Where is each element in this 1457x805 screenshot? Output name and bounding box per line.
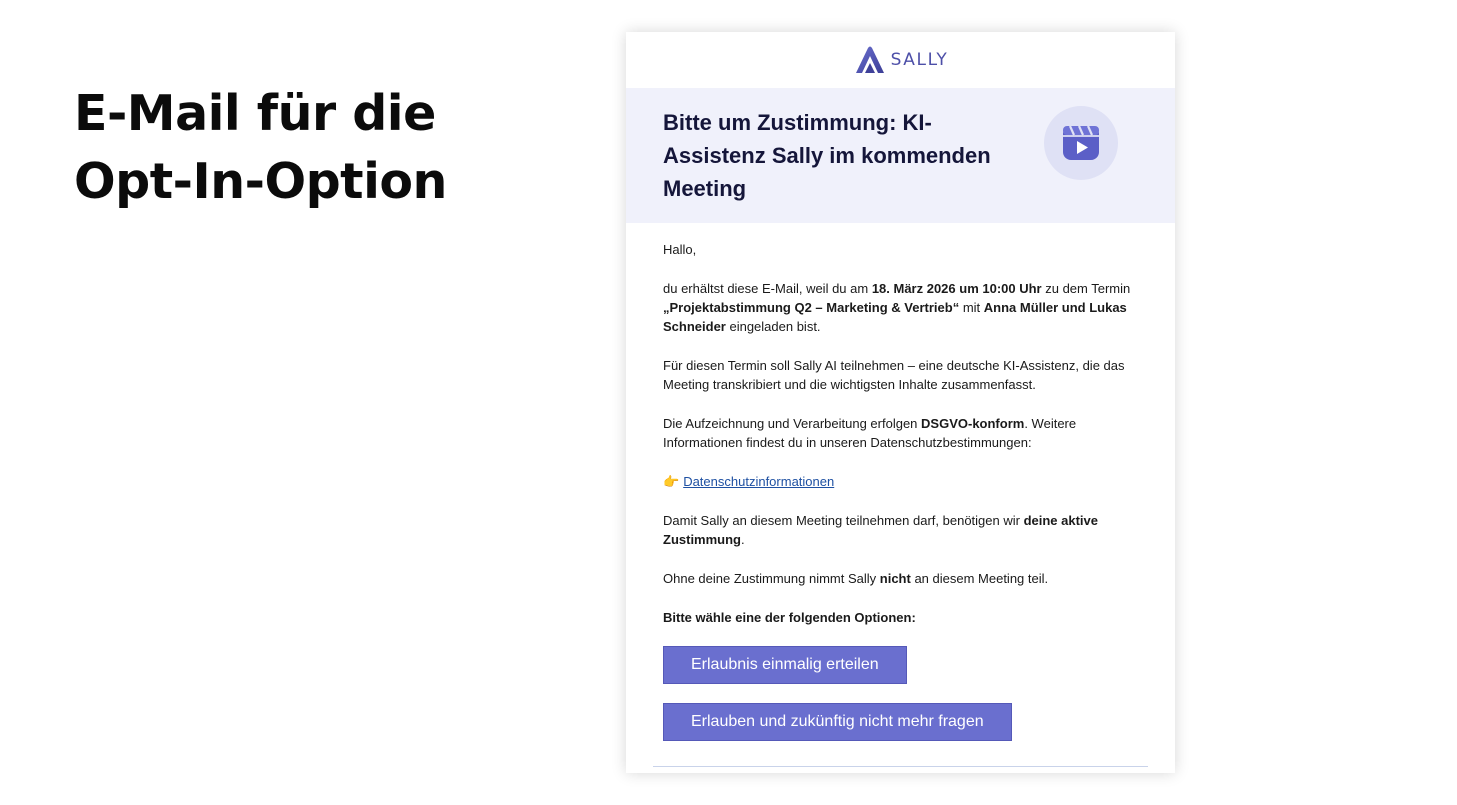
video-reel-icon bbox=[1060, 122, 1102, 164]
privacy-link-row bbox=[663, 472, 1138, 492]
footer-divider bbox=[653, 766, 1148, 767]
privacy-link[interactable]: Datenschutzinformationen bbox=[683, 473, 835, 489]
sally-logo-icon bbox=[853, 45, 887, 75]
meeting-participants: Anna Müller und Lukas Schneider bbox=[663, 299, 1127, 335]
email-header-banner bbox=[626, 88, 1175, 223]
invite-paragraph: du erhältst diese E-Mail, weil du am 18. März 2026 um 10:00 Uhr zu dem Termin „Projektabstimmung Q2 – Marketing & Vertrieb“ mit Anna Müller und Lukas Schneider eingeladen bist. bbox=[663, 280, 1131, 335]
allow-always-row bbox=[663, 703, 1138, 741]
pointing-hand-icon: 👉 bbox=[663, 474, 680, 490]
allow-once-button[interactable]: Erlaubnis einmalig erteilen bbox=[663, 646, 907, 684]
brand-name: SALLY bbox=[890, 50, 949, 70]
meeting-date: 18. März 2026 um 10:00 Uhr bbox=[871, 280, 1042, 296]
meeting-name: „Projektabstimmung Q2 – Marketing & Vertrieb“ bbox=[663, 299, 960, 315]
slide-heading-line-2: Opt-In-Option bbox=[74, 153, 447, 210]
no-consent-paragraph: Ohne deine Zustimmung nimmt Sally nicht an diesem Meeting teil. bbox=[663, 571, 1049, 587]
assistant-description: Für diesen Termin soll Sally AI teilnehmen – eine deutsche KI-Assistenz, die das Meeting transkribiert und die wichtigsten Inhalte zusammenfasst. bbox=[663, 357, 1125, 393]
allow-once-row bbox=[663, 646, 1138, 684]
allow-always-button[interactable]: Erlauben und zukünftig nicht mehr fragen bbox=[663, 703, 1012, 741]
email-subject-title: Bitte um Zustimmung: KI-Assistenz Sally im kommenden Meeting bbox=[663, 110, 991, 201]
gdpr-paragraph: Die Aufzeichnung und Verarbeitung erfolgen DSGVO-konform. Weitere Informationen findest du in unseren Datenschutzbestimmungen: bbox=[663, 415, 1077, 450]
email-body bbox=[626, 223, 1175, 741]
slide-heading bbox=[74, 80, 494, 216]
email-logo-bar bbox=[626, 32, 1175, 88]
options-prompt: Bitte wähle eine der folgenden Optionen: bbox=[663, 609, 916, 625]
slide-heading-line-1: E-Mail für die bbox=[74, 85, 436, 142]
greeting: Hallo, bbox=[663, 242, 697, 257]
email-preview bbox=[626, 32, 1175, 773]
consent-required-paragraph: Damit Sally an diesem Meeting teilnehmen darf, benötigen wir deine aktive Zustimmung. bbox=[663, 513, 1099, 548]
header-icon-badge bbox=[1044, 106, 1118, 180]
